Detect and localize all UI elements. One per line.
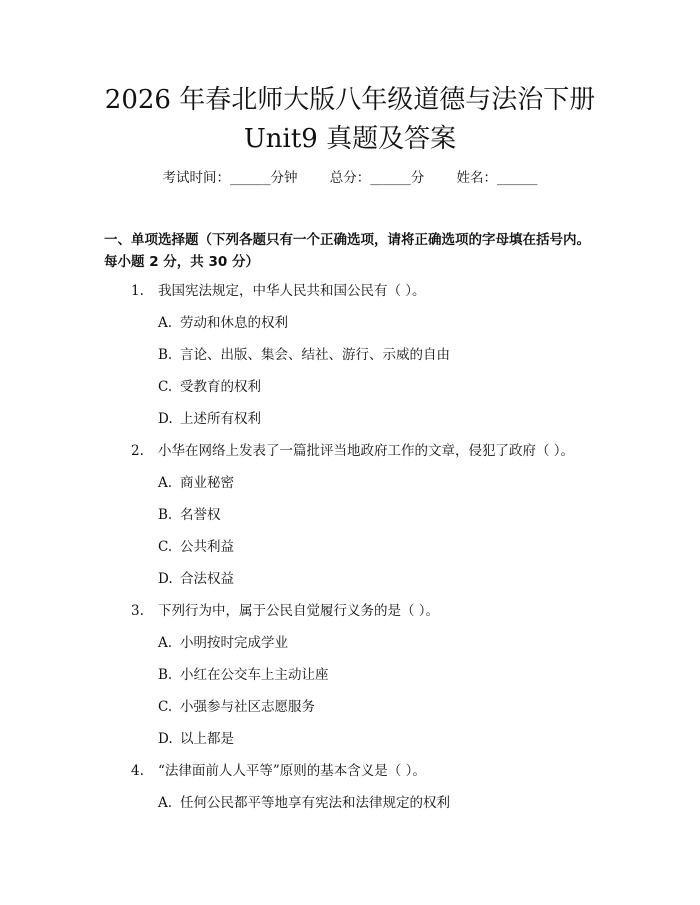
option-letter: D. <box>158 411 173 427</box>
option-letter: C. <box>158 539 173 555</box>
question-text: 我国宪法规定，中华人民共和国公民有（ ）。 <box>158 283 426 299</box>
option-text: 公共利益 <box>180 539 234 555</box>
exam-info <box>0 168 700 188</box>
question-1-option-b <box>158 345 450 365</box>
question-2-option-a <box>158 473 234 493</box>
option-letter: A. <box>158 315 173 331</box>
option-text: 言论、出版、集会、结社、游行、示威的自由 <box>180 347 450 363</box>
question-1-option-c <box>158 377 261 397</box>
question-number: 1. <box>131 283 144 299</box>
exam-total-score: 总分：______分 <box>329 170 425 186</box>
question-number: 3. <box>131 603 144 619</box>
section-heading-single-choice: 一、单项选择题（下列各题只有一个正确选项，请将正确选项的字母填在括号内。每小题 2 分，共 30 分） <box>104 232 590 270</box>
question-2-option-c <box>158 537 234 557</box>
option-letter: D. <box>158 571 173 587</box>
option-letter: D. <box>158 731 173 747</box>
question-1 <box>131 281 426 301</box>
question-2-option-b <box>158 505 221 525</box>
option-text: 以上都是 <box>180 731 234 747</box>
question-2-option-d <box>158 569 234 589</box>
option-text: 商业秘密 <box>180 475 234 491</box>
question-3-option-a <box>158 633 288 653</box>
option-text: 小强参与社区志愿服务 <box>180 699 315 715</box>
question-4 <box>131 761 426 781</box>
question-number: 4. <box>131 763 144 779</box>
option-text: 名誉权 <box>180 507 221 523</box>
option-letter: B. <box>158 667 173 683</box>
question-4-option-a <box>158 793 450 813</box>
option-letter: B. <box>158 507 173 523</box>
question-3-option-d <box>158 729 234 749</box>
question-2 <box>131 441 574 461</box>
exam-time: 考试时间：______分钟 <box>162 170 298 186</box>
option-letter: C. <box>158 379 173 395</box>
option-text: 劳动和休息的权利 <box>180 315 288 331</box>
question-3-option-b <box>158 665 329 685</box>
option-letter: B. <box>158 347 173 363</box>
question-1-option-d <box>158 409 261 429</box>
option-text: 小红在公交车上主动让座 <box>180 667 329 683</box>
option-letter: C. <box>158 699 173 715</box>
question-text: 小华在网络上发表了一篇批评当地政府工作的文章，侵犯了政府（ ）。 <box>158 443 575 459</box>
option-text: 小明按时完成学业 <box>180 635 288 651</box>
question-number: 2. <box>131 443 144 459</box>
question-3 <box>131 601 439 621</box>
document-title-line-1: 2026 年春北师大版八年级道德与法治下册 <box>104 85 596 115</box>
question-text: 下列行为中，属于公民自觉履行义务的是（ ）。 <box>158 603 440 619</box>
option-letter: A. <box>158 475 173 491</box>
student-name-field: 姓名：______ <box>456 170 538 186</box>
question-1-option-a <box>158 313 288 333</box>
option-text: 受教育的权利 <box>180 379 261 395</box>
question-text: “法律面前人人平等”原则的基本含义是（ ）。 <box>158 763 426 779</box>
option-letter: A. <box>158 635 173 651</box>
option-text: 上述所有权利 <box>180 411 261 427</box>
option-text: 任何公民都平等地享有宪法和法律规定的权利 <box>180 795 450 811</box>
option-text: 合法权益 <box>180 571 234 587</box>
document-title-line-2: Unit9 真题及答案 <box>243 124 457 154</box>
question-3-option-c <box>158 697 315 717</box>
option-letter: A. <box>158 795 173 811</box>
